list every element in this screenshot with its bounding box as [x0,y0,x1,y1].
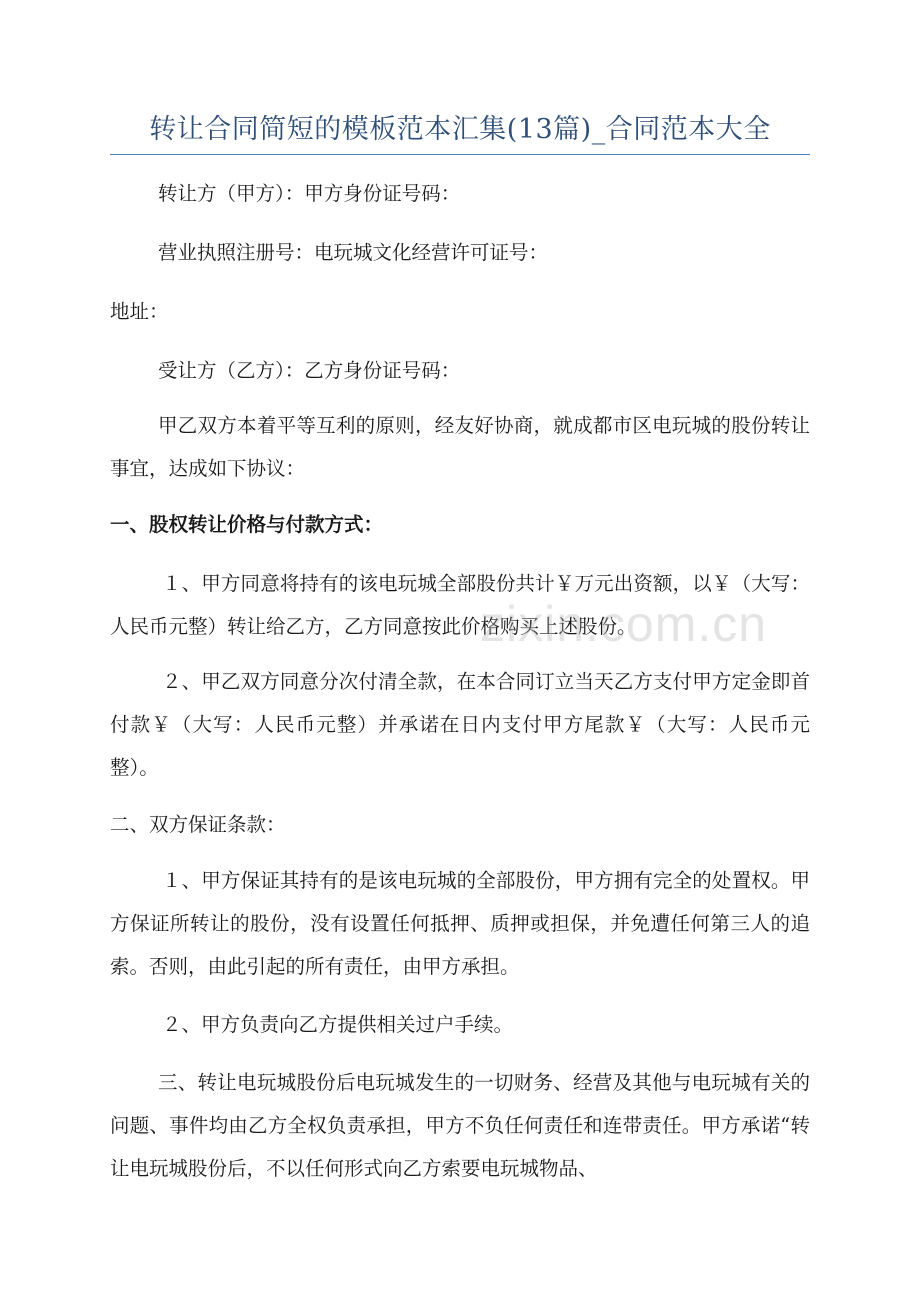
paragraph-license: 营业执照注册号：电玩城文化经营许可证号： [158,241,549,264]
title-underline [110,154,810,155]
paragraph-transferor: 转让方（甲方）：甲方身份证号码： [158,182,461,205]
paragraph-address: 地址： [110,300,169,323]
section-heading-1: 一、股权转让价格与付款方式： [110,513,384,536]
clause-1-1: １、甲方同意将持有的该电玩城全部股份共计￥万元出资额，以￥（大写：人民币元整）转让给乙方，乙方同意按此价格购买上述股份。 [110,572,810,638]
clause-1-2: ２、甲乙双方同意分次付清全款，在本合同订立当天乙方支付甲方定金即首付款￥（大写：人民币元整）并承诺在日内支付甲方尾款￥（大写：人民币元整）。 [110,670,810,779]
paragraph-transferee: 受让方（乙方）：乙方身份证号码： [158,359,461,382]
section-heading-2: 二、双方保证条款： [110,813,286,836]
document-title: 转让合同简短的模板范本汇集(13篇)_合同范本大全 [149,114,771,145]
paragraph-preamble: 甲乙双方本着平等互利的原则，经友好协商，就成都市区电玩城的股份转让事宜，达成如下协议： [110,414,810,480]
watermark: zixin.com.cn [480,596,768,652]
clause-2-2: ２、甲方负责向乙方提供相关过户手续。 [162,1013,514,1036]
clause-2-1: １、甲方保证其持有的是该电玩城的全部股份，甲方拥有完全的处置权。甲方保证所转让的股份，没有设置任何抵押、质押或担保，并免遭任何第三人的追索。否则，由此引起的所有责任，由甲方承担。 [110,869,810,978]
section-3-paragraph: 三、转让电玩城股份后电玩城发生的一切财务、经营及其他与电玩城有关的问题、事件均由乙方全权负责承担，甲方不负任何责任和连带责任。甲方承诺“转让电玩城股份后，不以任何形式向乙方索要电玩城物品、 [110,1071,810,1180]
